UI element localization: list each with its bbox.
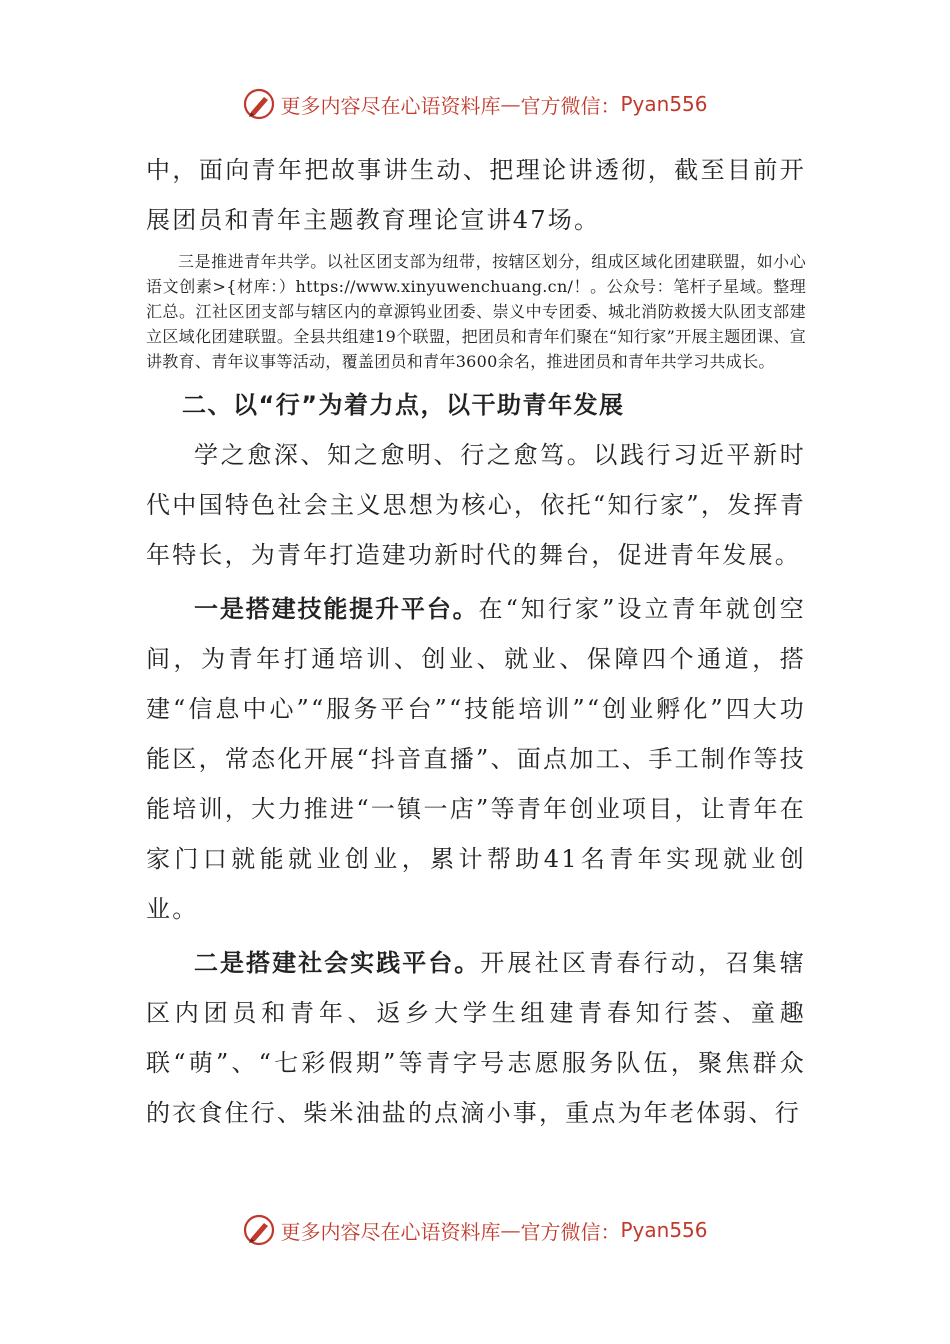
header-banner	[0, 84, 950, 124]
text-skill-platform: 在“知行家”设立青年就创空间，为青年打通培训、创业、就业、保障四个通道，搭建“信息中心”“服务平台”“技能培训”“创业孵化”四大功能区，常态化开展“抖音直播”、面点加工、手工制作等技能培训，大力推进“一镇一店”等青年创业项目，让青年在家门口就能就业创业，累计帮助41名青年实现就业创业。	[146, 595, 806, 923]
section-heading: 二、以“行”为着力点，以干助青年发展	[182, 391, 625, 419]
paragraph-continuation: 中，面向青年把故事讲生动、把理论讲透彻，截至目前开展团员和青年主题教育理论宣讲47场。	[146, 156, 806, 234]
document-body	[146, 145, 806, 1138]
paragraph-skill-platform	[146, 584, 806, 934]
lead-skill-platform: 一是搭建技能提升平台。	[194, 595, 479, 623]
paragraph-practice-platform	[146, 938, 806, 1138]
banner-wechat-id: Pyan556	[620, 92, 708, 116]
banner-separator: —	[500, 1218, 521, 1242]
banner-text: 更多内容尽在心语资料库	[280, 1219, 501, 1244]
banner-suffix: 官方微信：	[520, 1219, 621, 1244]
paragraph-section-intro: 学之愈深、知之愈明、行之愈笃。以践行习近平新时代中国特色社会主义思想为核心，依托“知行家”，发挥青年特长，为青年打造建功新时代的舞台，促进青年发展。	[146, 441, 806, 569]
banner-suffix: 官方微信：	[520, 93, 621, 118]
footer-banner	[0, 1210, 950, 1250]
pen-logo-icon	[242, 1213, 276, 1247]
banner-text: 更多内容尽在心语资料库	[280, 93, 501, 118]
lead-practice-platform: 二是搭建社会实践平台。	[194, 949, 481, 977]
paragraph-youth-co-learning: 三是推进青年共学。以社区团支部为纽带，按辖区划分，组成区域化团建联盟，如小心语文创素>{材库：）https://www.xinyuwenchuang.cn/！。公众号：笔杆子星域。整理汇总。江社区团支部与辖区内的章源钨业团委、崇义中专团委、城北消防救援大队团支部建立区域化团建联盟。全县共组建19个联盟，把团员和青年们聚在“知行家”开展主题团课、宣讲教育、青年议事等活动，覆盖团员和青年3600余名，推进团员和青年共学习共成长。	[146, 252, 806, 371]
banner-wechat-id: Pyan556	[620, 1218, 708, 1242]
text-practice-platform: 开展社区青春行动，召集辖区内团员和青年、返乡大学生组建青春知行荟、童趣联“萌”、“七彩假期”等青字号志愿服务队伍，聚焦群众的衣食住行、柴米油盐的点滴小事，重点为年老体弱、行	[146, 949, 806, 1127]
pen-logo-icon	[242, 87, 276, 121]
banner-separator: —	[500, 92, 521, 116]
